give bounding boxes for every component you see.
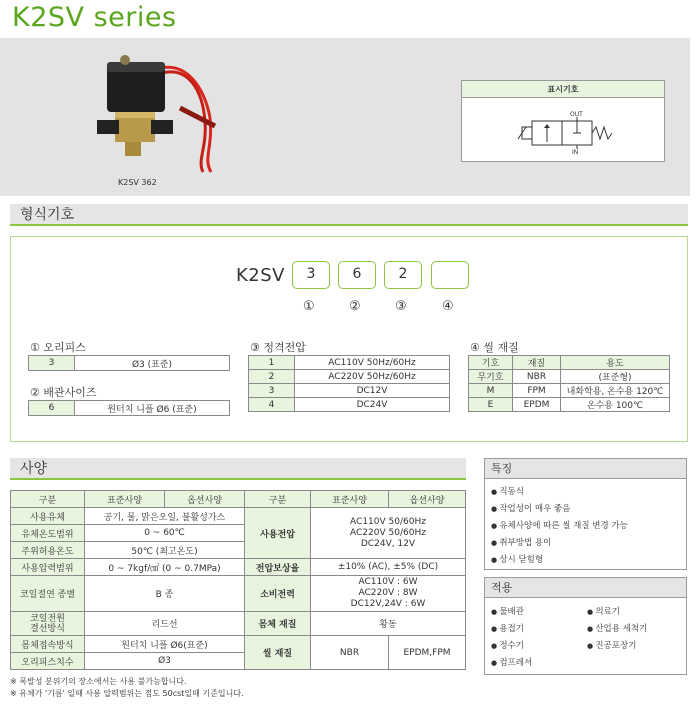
slot-number-4: ④ (442, 299, 454, 314)
product-caption: K2SV 362 (118, 178, 157, 187)
model-prefix: K2SV (236, 265, 285, 286)
application-item: ● 산업용 세척기 (587, 621, 647, 638)
type-section-heading: 형식기호 (10, 204, 688, 226)
feature-item: ● 작업성이 매우 좋음 (491, 501, 680, 518)
code-slot-2: 6 (338, 261, 376, 289)
orifice-heading: ① 오리피스 (30, 341, 86, 354)
feature-item: ● 직동식 (491, 484, 680, 501)
feature-item: ● 상시 닫힘형 (491, 552, 680, 569)
applications-heading: 적용 (485, 578, 686, 598)
slot-number-1: ① (303, 299, 315, 314)
spec-section-heading: 사양 (10, 458, 466, 480)
pipe-size-heading: ② 배관사이즈 (30, 386, 97, 399)
feature-item: ● 취부방법 용이 (491, 535, 680, 552)
slot-number-2: ② (349, 299, 361, 314)
application-item: ● 진공포장기 (587, 638, 647, 655)
orifice-table: 3 Ø3 (표준) (28, 355, 230, 371)
applications-box (484, 577, 687, 675)
pipe-size-table: 6 원터치 니플 Ø6 (표준) (28, 400, 230, 416)
seal-table: 기호 재질 용도 무기호 NBR (표준형) M FPM 내화학용, 온수용 120℃ E EPDM 온수용 100℃ (468, 355, 670, 412)
note-1: ※ 폭발성 분위기의 장소에서는 사용 불가능합니다. (10, 677, 187, 686)
code-slot-4 (431, 261, 469, 289)
seal-heading: ④ 씰 재질 (470, 341, 519, 354)
application-item: ● 용접기 (491, 621, 532, 638)
application-item: ● 물배관 (491, 604, 532, 621)
application-item: ● 정수기 (491, 638, 532, 655)
valve-symbol-diagram (462, 98, 664, 162)
application-item: ● 의료기 (587, 604, 647, 621)
application-item: ● 컴프레셔 (491, 655, 532, 672)
symbol-out-label: OUT (570, 111, 583, 118)
feature-item: ● 유체사양에 따른 씰 재질 변경 가능 (491, 518, 680, 535)
slot-number-3: ③ (395, 299, 407, 314)
spec-table: 구분 표준사양 옵션사양 구분 표준사양 옵션사양 사용유체 공기, 물, 맑은오일, 불활성가스 사용전압 AC110V 50/60Hz AC220V 50/60Hz DC24V, 12V 유체온도범위 0 ~ 60℃ 주위허용온도 50℃ (최고온도) 사용압력범위 0 ~ 7kgf/㎠ (0 ~ 0.7MPa) 전압보상율 ±10% (AC), ±5% (DC) 코일절연 종별 B 종 소비전력 AC110V : 6W AC220V : 8W DC12V,24V : 6W 코일전원 결선방식 리드선 몸체 재질 황동 몸체접속방식 원터치 니플 Ø6(표준) 씰 재질 NBR EPDM,FPM 오리피스치수 Ø3 (10, 490, 466, 670)
voltage-heading: ③ 정격전압 (250, 341, 306, 354)
symbol-box (461, 80, 665, 162)
symbol-in-label: IN (572, 149, 579, 156)
page-title: K2SV series (12, 2, 177, 33)
code-slot-1: 3 (292, 261, 330, 289)
note-2: ※ 유체가 '기름' 일때 사용 압력범위는 점도 50cst일때 기준입니다. (10, 689, 244, 698)
features-box (484, 458, 687, 570)
features-heading: 특징 (485, 459, 686, 479)
solenoid-valve-photo (85, 48, 225, 176)
voltage-table: 1 AC110V 50Hz/60Hz 2 AC220V 50Hz/60Hz 3 DC12V 4 DC24V (248, 355, 450, 412)
code-slot-3: 2 (384, 261, 422, 289)
symbol-header: 표시기호 (462, 81, 664, 98)
